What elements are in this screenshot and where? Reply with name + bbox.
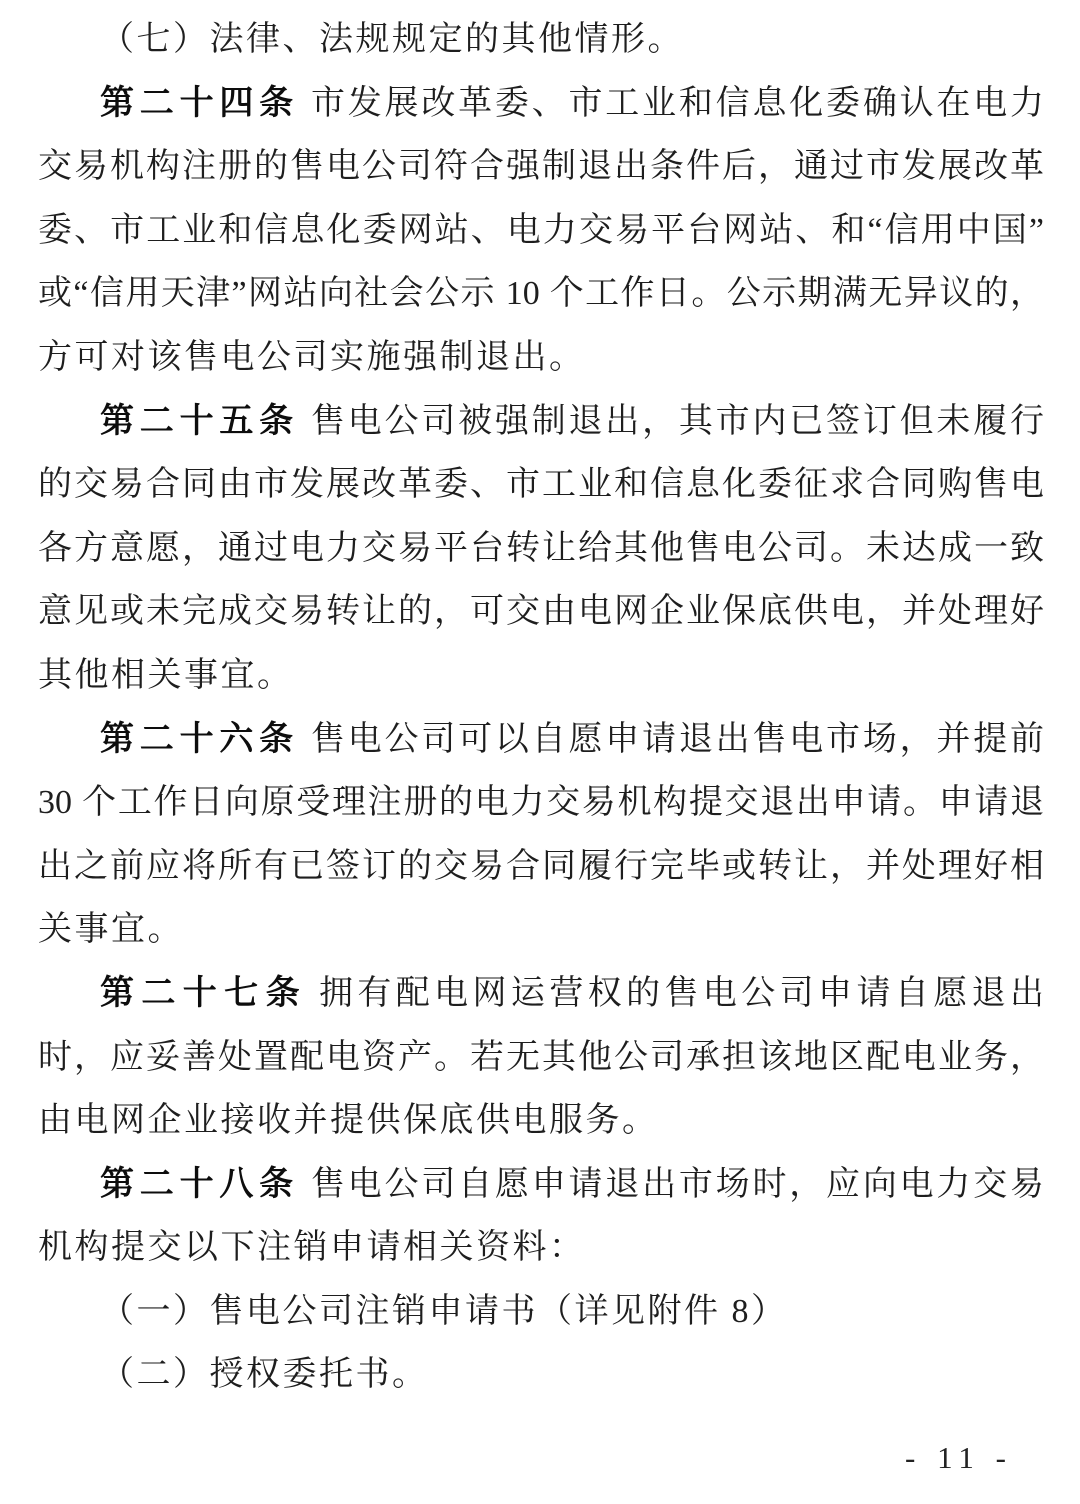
paragraph-line — [38, 835, 1044, 899]
line-text: 30 个工作日向原受理注册的电力交易机构提交退出申请。申请退 — [38, 784, 1044, 822]
paragraph-line — [38, 962, 1044, 1026]
paragraph-line — [38, 1089, 1044, 1153]
paragraph-line — [38, 453, 1044, 517]
line-text: 市发展改革委、市工业和信息化委确认在电力 — [310, 84, 1044, 122]
paragraph-line — [38, 1026, 1044, 1090]
page-number: - 11 - — [905, 1440, 1013, 1475]
line-text: 由电网企业接收并提供保底供电服务。 — [38, 1102, 659, 1140]
paragraph-line — [38, 326, 1044, 390]
article-number: 第二十八条 — [100, 1164, 299, 1203]
line-text: 意见或未完成交易转让的，可交由电网企业保底供电，并处理好 — [38, 593, 1044, 631]
line-text: （二）授权委托书。 — [100, 1356, 429, 1394]
line-text: 交易机构注册的售电公司符合强制退出条件后，通过市发展改革 — [38, 148, 1044, 186]
article-number: 第二十四条 — [100, 83, 299, 122]
paragraph-line — [38, 644, 1044, 708]
line-text: 的交易合同由市发展改革委、市工业和信息化委征求合同购售电 — [38, 466, 1044, 504]
paragraph-line — [38, 8, 1044, 72]
line-text: 售电公司被强制退出，其市内已签订但未履行 — [310, 402, 1044, 440]
paragraph-line — [38, 390, 1044, 454]
document-body — [38, 8, 1044, 1407]
paragraph-line — [38, 199, 1044, 263]
line-text: 方可对该售电公司实施强制退出。 — [38, 338, 586, 376]
paragraph-line — [38, 1153, 1044, 1217]
line-text: 拥有配电网运营权的售电公司申请自愿退出 — [318, 974, 1044, 1012]
paragraph-line — [38, 1343, 1044, 1407]
paragraph-line — [38, 262, 1044, 326]
paragraph-line — [38, 771, 1044, 835]
line-text: 出之前应将所有已签订的交易合同履行完毕或转让，并处理好相 — [38, 847, 1044, 885]
paragraph-line — [38, 580, 1044, 644]
line-text: 售电公司自愿申请退出市场时，应向电力交易 — [310, 1165, 1044, 1203]
paragraph-line — [38, 1216, 1044, 1280]
paragraph-line — [38, 708, 1044, 772]
line-text: 售电公司可以自愿申请退出售电市场，并提前 — [310, 720, 1044, 758]
paragraph-line — [38, 135, 1044, 199]
paragraph-line — [38, 1280, 1044, 1344]
line-text: 或“信用天津”网站向社会公示 10 个工作日。公示期满无异议的， — [38, 275, 1044, 313]
paragraph-line — [38, 72, 1044, 136]
article-number: 第二十五条 — [100, 401, 299, 440]
paragraph-line — [38, 898, 1044, 962]
paragraph-line — [38, 517, 1044, 581]
line-text: （一）售电公司注销申请书（详见附件 8） — [100, 1292, 788, 1330]
line-text: 各方意愿，通过电力交易平台转让给其他售电公司。未达成一致 — [38, 529, 1044, 567]
line-text: 机构提交以下注销申请相关资料： — [38, 1229, 586, 1267]
line-text: （七）法律、法规规定的其他情形。 — [100, 21, 684, 58]
line-text: 委、市工业和信息化委网站、电力交易平台网站、和“信用中国” — [38, 211, 1044, 249]
article-number: 第二十七条 — [100, 973, 307, 1012]
line-text: 其他相关事宜。 — [38, 656, 294, 694]
line-text: 关事宜。 — [38, 911, 184, 949]
article-number: 第二十六条 — [100, 719, 299, 758]
line-text: 时，应妥善处置配电资产。若无其他公司承担该地区配电业务， — [38, 1038, 1044, 1076]
